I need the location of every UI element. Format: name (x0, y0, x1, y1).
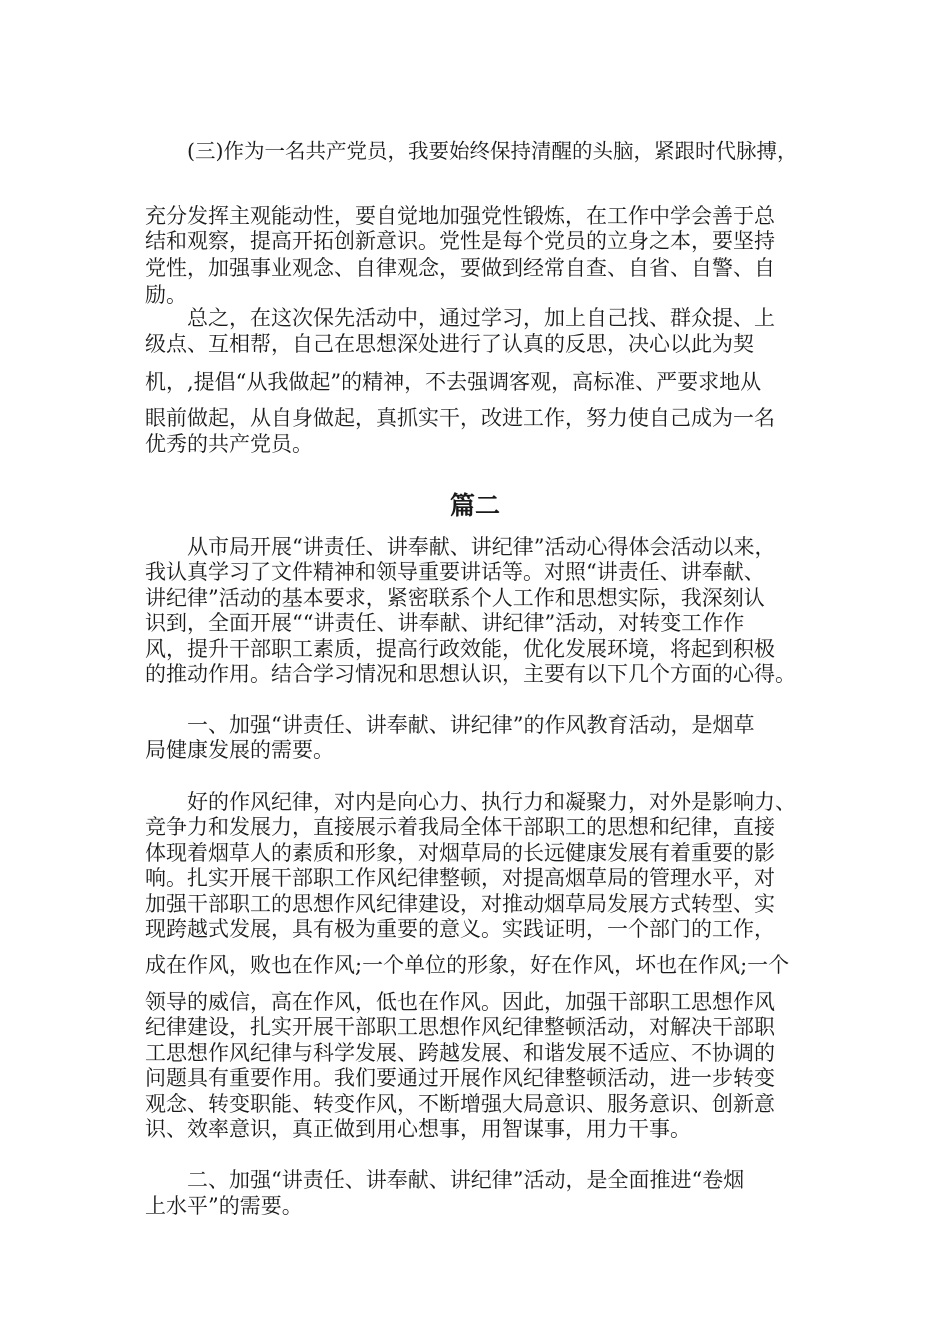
paragraph-line: 体现着烟草人的素质和形象，对烟草局的长远健康发展有着重要的影 (145, 841, 775, 865)
paragraph-line: 识、效率意识，真正做到用心想事，用智谋事，用力干事。 (145, 1117, 691, 1141)
paragraph-line: 纪律建设，扎实开展干部职工思想作风纪律整顿活动，对解决干部职 (145, 1015, 775, 1039)
paragraph-line: 加强干部职工的思想作风纪律建设，对推动烟草局发展方式转型、实 (145, 892, 775, 916)
paragraph-line: 响。扎实开展干部职工作风纪律整顿，对提高烟草局的管理水平，对 (145, 866, 775, 890)
paragraph-line: 一、加强“讲责任、讲奉献、讲纪律”的作风教育活动，是烟草 (187, 713, 755, 737)
paragraph-line: 成在作风，败也在作风;一个单位的形象，好在作风，坏也在作风;一个 (145, 953, 790, 977)
paragraph-line: 上水平”的需要。 (145, 1194, 303, 1218)
paragraph-line: 观念、转变职能、转变作风，不断增强大局意识、服务意识、创新意 (145, 1092, 775, 1116)
paragraph-line: 领导的威信，高在作风，低也在作风。因此，加强干部职工思想作风 (145, 990, 775, 1014)
paragraph-line: 充分发挥主观能动性，要自觉地加强党性锻炼，在工作中学会善于总 (145, 204, 775, 228)
paragraph-line: 现跨越式发展，具有极为重要的意义。实践证明，一个部门的工作， (145, 917, 775, 941)
paragraph-line: 讲纪律”活动的基本要求，紧密联系个人工作和思想实际，我深刻认 (145, 586, 765, 610)
paragraph-line: 从市局开展“讲责任、讲奉献、讲纪律”活动心得体会活动以来， (187, 535, 776, 559)
paragraph-line: 工思想作风纪律与科学发展、跨越发展、和谐发展不适应、不协调的 (145, 1041, 775, 1065)
paragraph-line: 风，提升干部职工素质，提高行政效能，优化发展环境，将起到积极 (145, 637, 775, 661)
paragraph-line: 总之，在这次保先活动中，通过学习，加上自己找、群众提、上 (187, 306, 775, 330)
paragraph-line: 竞争力和发展力，直接展示着我局全体干部职工的思想和纪律，直接 (145, 815, 775, 839)
section-heading: 篇二 (449, 491, 500, 520)
paragraph-line: 结和观察，提高开拓创新意识。党性是每个党员的立身之本，要坚持 (145, 229, 775, 253)
paragraph-line: 级点、互相帮，自己在思想深处进行了认真的反思，决心以此为契 (145, 332, 754, 356)
paragraph-line: 的推动作用。结合学习情况和思想认识，主要有以下几个方面的心得。 (145, 662, 796, 686)
paragraph-line: 好的作风纪律，对内是向心力、执行力和凝聚力，对外是影响力、 (187, 790, 796, 814)
paragraph-line: 问题具有重要作用。我们要通过开展作风纪律整顿活动，进一步转变 (145, 1066, 775, 1090)
paragraph-line: 识到，全面开展““讲责任、讲奉献、讲纪律”活动，对转变工作作 (145, 611, 745, 635)
paragraph-line: (三)作为一名共产党员，我要始终保持清醒的头脑，紧跟时代脉搏， (187, 139, 798, 163)
paragraph-line: 机，,提倡“从我做起”的精神，不去强调客观，高标准、严要求地从 (145, 370, 762, 394)
paragraph-line: 党性，加强事业观念、自律观念，要做到经常自查、自省、自警、自 (145, 256, 775, 280)
paragraph-line: 我认真学习了文件精神和领导重要讲话等。对照“讲责任、讲奉献、 (145, 560, 765, 584)
paragraph-line: 二、加强“讲责任、讲奉献、讲纪律”活动，是全面推进“卷烟 (187, 1168, 745, 1192)
paragraph-line: 励。 (145, 283, 187, 307)
paragraph-line: 优秀的共产党员。 (145, 432, 313, 456)
paragraph-line: 局健康发展的需要。 (145, 738, 334, 762)
paragraph-line: 眼前做起，从自身做起，真抓实干，改进工作，努力使自己成为一名 (145, 406, 775, 430)
